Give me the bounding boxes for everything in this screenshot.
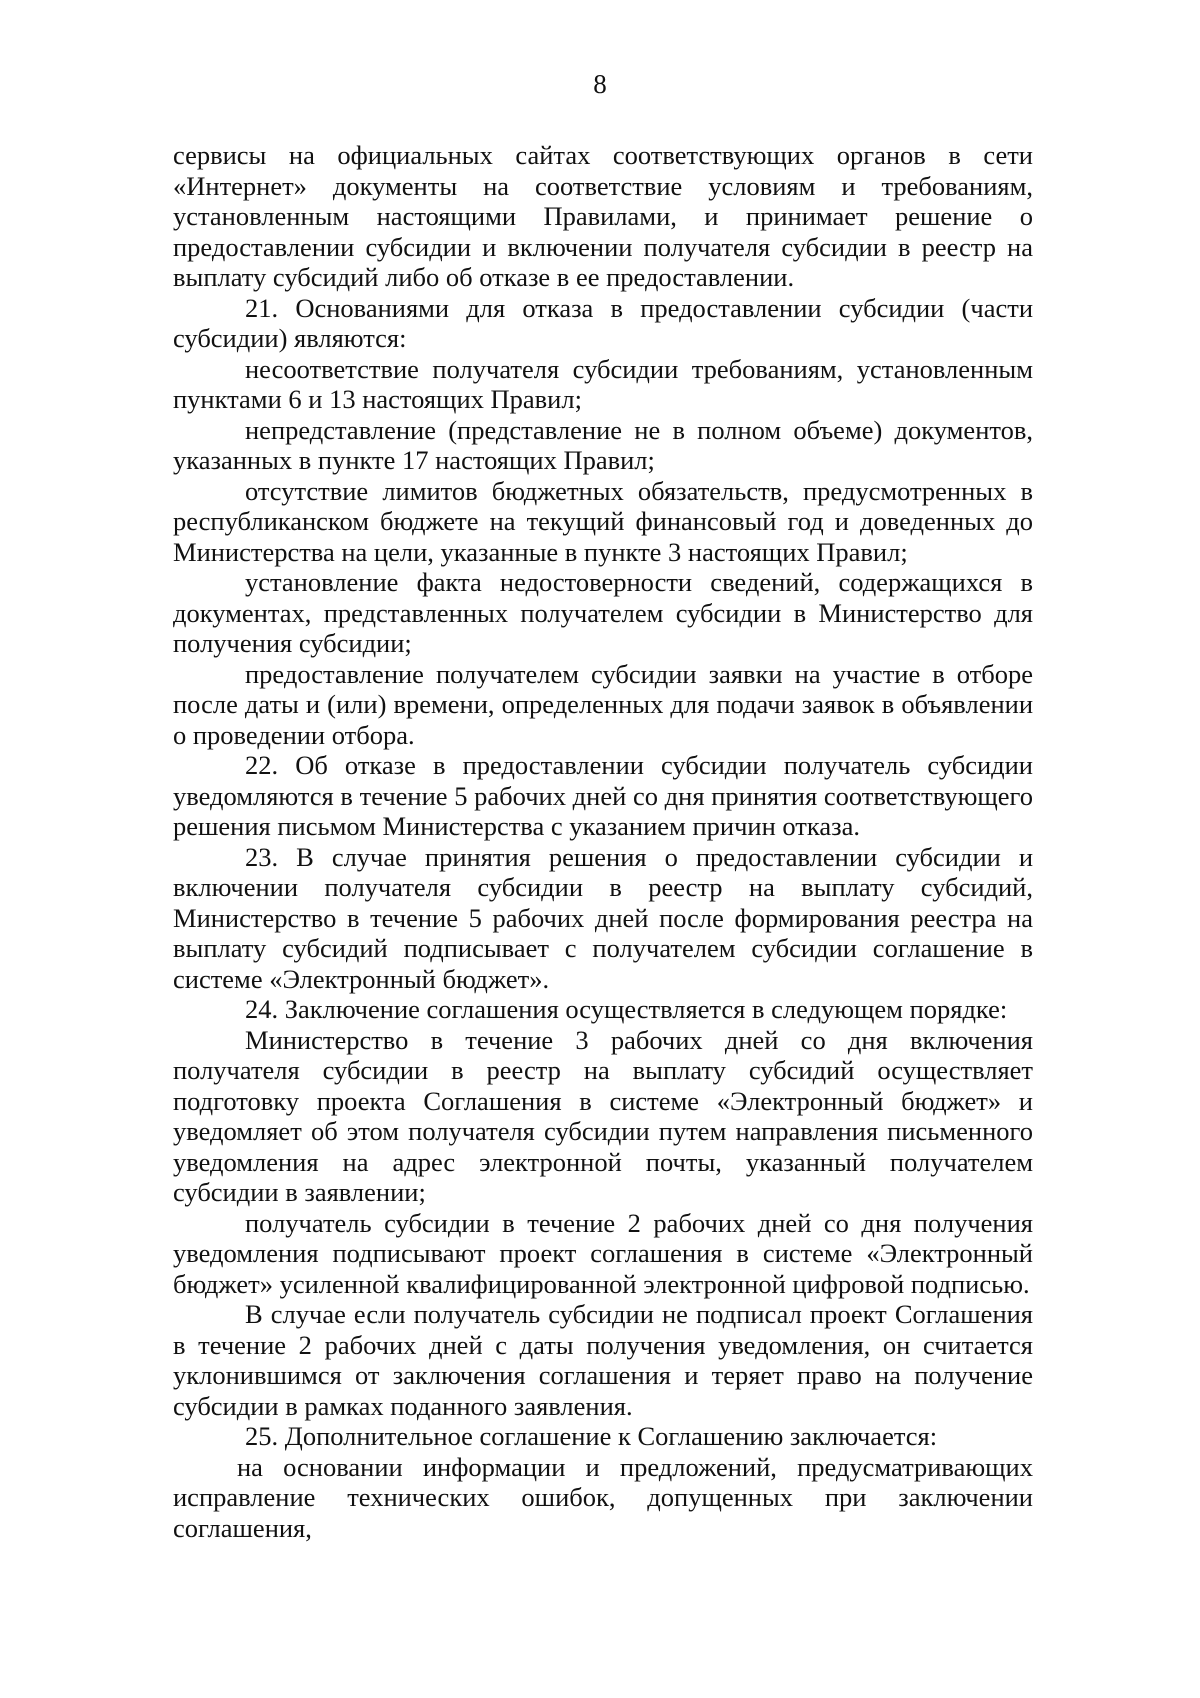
paragraph-clause-25: 25. Дополнительное соглашение к Соглашению заключается:	[245, 1421, 938, 1451]
paragraph-continuation: сервисы на официальных сайтах соответствующих органов в сети «Интернет» документы на соответствие условиям и требованиям, установленным настоящими Правилами, и принимает решение о предоставлении субсидии и включении получателя субсидии в реестр на выплату субсидий либо об отказе в ее предоставлении.	[173, 140, 1033, 292]
paragraph-clause-24: 24. Заключение соглашения осуществляется в следующем порядке:	[245, 994, 1008, 1024]
paragraph-additional-agreement-basis: на основании информации и предложений, предусматривающих исправление технических ошибок, допущенных при заключении соглашения,	[173, 1451, 1033, 1543]
paragraph-refusal-ground-3: отсутствие лимитов бюджетных обязательств, предусмотренных в республиканском бюджете на текущий финансовый год и доведенных до Министерства на цели, указанные в пункте 3 настоящих Правил;	[173, 475, 1033, 567]
paragraph-refusal-ground-1: несоответствие получателя субсидии требованиям, установленным пунктами 6 и 13 настоящих Правил;	[173, 353, 1033, 414]
paragraph-agreement-step-2: получатель субсидии в течение 2 рабочих дней со дня получения уведомления подписывают проект соглашения в системе «Электронный бюджет» усиленной квалифицированной электронной цифровой подписью.	[173, 1207, 1033, 1299]
paragraph-clause-23: 23. В случае принятия решения о предоставлении субсидии и включении получателя субсидии в реестр на выплату субсидий, Министерство в течение 5 рабочих дней после формирования реестра на выплату субсидий подписывает с получателем субсидии соглашение в системе «Электронный бюджет».	[173, 841, 1033, 994]
paragraph-refusal-ground-4: установление факта недостоверности сведений, содержащихся в документах, представленных получателем субсидии в Министерство для получения субсидии;	[173, 567, 1033, 658]
paragraph-refusal-ground-5: предоставление получателем субсидии заявки на участие в отборе после даты и (или) времени, определенных для подачи заявок в объявлении о проведении отбора.	[173, 658, 1033, 750]
paragraph-unsigned-agreement: В случае если получатель субсидии не подписал проект Соглашения в течение 2 рабочих дней с даты получения уведомления, он считается уклонившимся от заключения соглашения и теряет право на получение субсидии в рамках поданного заявления.	[173, 1299, 1033, 1421]
paragraph-clause-21: 21. Основаниями для отказа в предоставлении субсидии (части субсидии) являются:	[173, 292, 1033, 353]
paragraph-clause-22: 22. Об отказе в предоставлении субсидии получатель субсидии уведомляются в течение 5 рабочих дней со дня принятия соответствующего решения письмом Министерства с указанием причин отказа.	[173, 750, 1033, 841]
paragraph-agreement-step-1: Министерство в течение 3 рабочих дней со дня включения получателя субсидии в реестр на выплату субсидий осуществляет подготовку проекта Соглашения в системе «Электронный бюджет» и уведомляет об этом получателя субсидии путем направления письменного уведомления на адрес электронной почты, указанный получателем субсидии в заявлении;	[173, 1024, 1033, 1207]
paragraph-refusal-ground-2: непредставление (представление не в полном объеме) документов, указанных в пункте 17 настоящих Правил;	[173, 414, 1033, 475]
document-body	[173, 140, 1033, 1543]
page-number: 8	[593, 69, 607, 99]
